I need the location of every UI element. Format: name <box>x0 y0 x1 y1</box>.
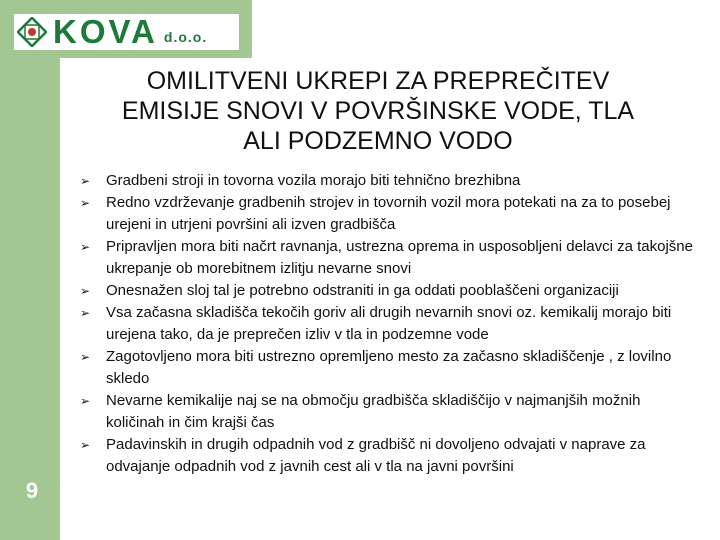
company-logo <box>14 14 239 50</box>
arrow-bullet-icon: ➢ <box>80 240 91 254</box>
title-line: OMILITVENI UKREPI ZA PREPREČITEV <box>146 67 610 95</box>
side-band <box>0 0 60 540</box>
arrow-bullet-icon: ➢ <box>80 438 91 452</box>
arrow-bullet-icon: ➢ <box>80 174 91 188</box>
bullet-item <box>80 302 700 346</box>
bullet-text: Zagotovljeno mora biti ustrezno opremljeno mesto za začasno skladiščenje , z lovilno skledo <box>106 348 672 387</box>
bullet-text: Padavinskih in drugih odpadnih vod z gradbišč ni dovoljeno odvajati v naprave za odvajanje odpadnih vod z javnih cest ali v tla na javni površini <box>106 436 646 475</box>
title-line: EMISIJE SNOVI V POVRŠINSKE VODE, TLA <box>121 97 635 125</box>
arrow-bullet-icon: ➢ <box>80 350 91 364</box>
logo-emblem-icon <box>17 17 47 47</box>
arrow-bullet-icon: ➢ <box>80 394 91 408</box>
bullet-text: Nevarne kemikalije naj se na območju gradbišča skladiščijo v najmanjših možnih količinah in čim krajši čas <box>106 392 641 431</box>
arrow-bullet-icon: ➢ <box>80 196 91 210</box>
page-number: 9 <box>25 478 39 503</box>
bullet-item <box>80 390 700 434</box>
title-line: ALI PODZEMNO VODO <box>243 127 513 155</box>
bullet-list <box>80 170 700 478</box>
bullet-text: Pripravljen mora biti načrt ravnanja, ustrezna oprema in usposobljeni delavci za takojšne ukrepanje ob morebitnem izlitju nevarne snovi <box>106 238 693 277</box>
bullet-text: Onesnažen sloj tal je potrebno odstraniti in ga oddati pooblaščeni organizaciji <box>106 282 619 299</box>
bullet-item <box>80 280 700 302</box>
arrow-bullet-icon: ➢ <box>80 284 91 298</box>
bullet-text: Gradbeni stroji in tovorna vozila morajo biti tehnično brezhibna <box>106 172 521 189</box>
bullet-item <box>80 434 700 478</box>
logo-suffix-text: d.o.o. <box>163 29 208 45</box>
bullet-text: Vsa začasna skladišča tekočih goriv ali drugih nevarnih snovi oz. kemikalij morajo biti urejena tako, da je preprečen izliv v tla in podzemne vode <box>106 304 672 343</box>
bullet-item <box>80 170 700 192</box>
slide-title <box>76 66 680 156</box>
bullet-item <box>80 192 700 236</box>
arrow-bullet-icon: ➢ <box>80 306 91 320</box>
bullet-text: Redno vzdrževanje gradbenih strojev in tovornih vozil mora potekati na za to posebej urejeni in utrjeni površini ali izven gradbišča <box>106 194 671 233</box>
bullet-item <box>80 236 700 280</box>
logo-brand-text: KOVA <box>53 13 158 50</box>
bullet-item <box>80 346 700 390</box>
